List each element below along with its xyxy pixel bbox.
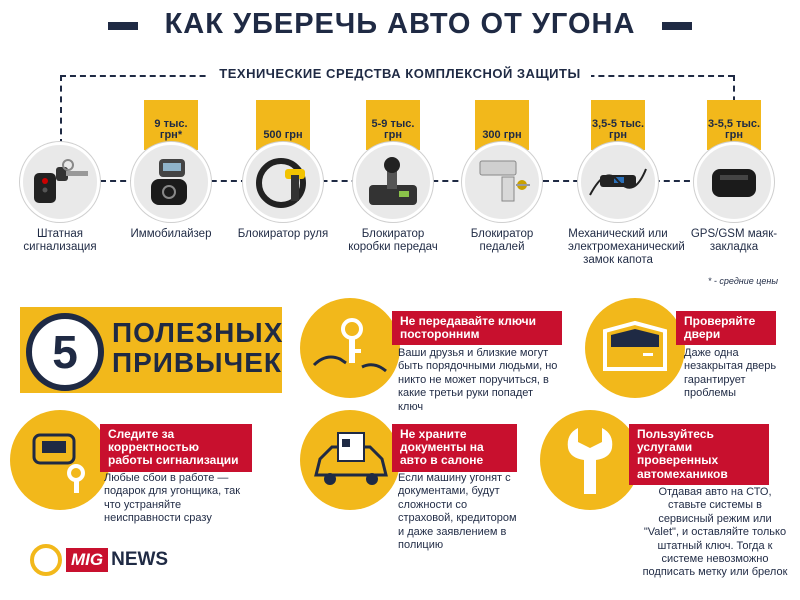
device-label: Механический или электромеханический замок капота <box>568 228 685 266</box>
car-door-icon <box>585 298 685 398</box>
logo-news: NEWS <box>111 549 169 570</box>
brand-logo <box>30 544 168 576</box>
alarm-remote-icon <box>10 410 110 510</box>
device-label: Блокиратор руля <box>237 228 329 240</box>
tip-title: Проверяйте двери <box>676 311 776 345</box>
tip-text: Любые сбои в работе — подарок для угонщика, так что устраняйте неисправности сразу <box>104 472 241 525</box>
price-tag: 5-9 тыс. грн <box>366 100 420 150</box>
device-label: Блокиратор педалей <box>470 228 534 253</box>
tip-text: Даже одна незакрытая дверь гарантирует проблемы <box>684 347 777 400</box>
device-label: Блокиратор коробки передач <box>348 228 438 253</box>
immobilizer-icon <box>131 142 211 222</box>
logo-mig: MIG <box>66 548 108 572</box>
price-tag: 3-5,5 тыс. грн <box>707 100 761 150</box>
gearbox-lock-icon <box>353 142 433 222</box>
pedal-lock-icon <box>462 142 542 222</box>
hood-lock-icon <box>578 142 658 222</box>
tip-title: Не храните документы на авто в салоне <box>392 424 517 472</box>
price-tag: 3,5-5 тыс. грн <box>591 100 645 150</box>
habits-line1: ПОЛЕЗНЫХ <box>112 317 284 348</box>
page-title: КАК УБЕРЕЧЬ АВТО ОТ УГОНА <box>164 8 636 40</box>
tip-title: Не передавайте ключи посторонним <box>392 311 562 345</box>
habits-heading <box>112 318 283 378</box>
device-gearbox-lock <box>343 100 443 254</box>
steering-lock-icon <box>243 142 323 222</box>
device-hood-lock <box>568 100 685 267</box>
tip-text: Если машину угонят с документами, будут сложности со страховой, кредитором и даже заявлением в полицию <box>398 472 517 552</box>
device-label: GPS/GSM маяк-закладка <box>690 228 778 253</box>
price-tag: 300 грн <box>475 100 529 150</box>
device-gps-tracker <box>684 100 784 254</box>
tip-title: Пользуйтесь услугами проверенных автомехаников <box>629 424 769 485</box>
price-note: * - средние цены <box>707 276 778 286</box>
device-pedal-lock <box>452 100 552 254</box>
tip-title: Следите за корректностью работы сигнализации <box>100 424 252 472</box>
tip-text: Ваши друзья и близкие могут быть порядочными людьми, но никто не может поручиться, в какие третьи руки попадет ключ <box>398 347 558 413</box>
device-steering-lock <box>233 100 333 241</box>
car-key-fob-icon <box>20 142 100 222</box>
clock-icon <box>30 544 62 576</box>
device-label: Штатная сигнализация <box>23 228 97 253</box>
device-alarm <box>10 100 110 254</box>
wrench-icon <box>540 410 640 510</box>
gps-tracker-icon <box>694 142 774 222</box>
section-subtitle <box>0 66 800 81</box>
subtitle-text: ТЕХНИЧЕСКИЕ СРЕДСТВА КОМПЛЕКСНОЙ ЗАЩИТЫ <box>209 66 590 81</box>
key-handover-icon <box>300 298 400 398</box>
tip-text: Отдавая авто на СТО, ставьте системы в сервисный режим или "Valet", и оставляйте только штатный ключ. Тогда к системе невозможно подписать метку или брелок <box>642 486 788 579</box>
habits-line2: ПРИВЫЧЕК <box>112 347 282 379</box>
car-documents-icon <box>300 410 400 510</box>
device-label: Иммобилайзер <box>130 228 212 240</box>
device-immobilizer <box>121 100 221 241</box>
price-tag: 500 грн <box>256 100 310 150</box>
price-tag: 9 тыс. грн* <box>144 100 198 150</box>
habits-number: 5 <box>26 313 104 391</box>
